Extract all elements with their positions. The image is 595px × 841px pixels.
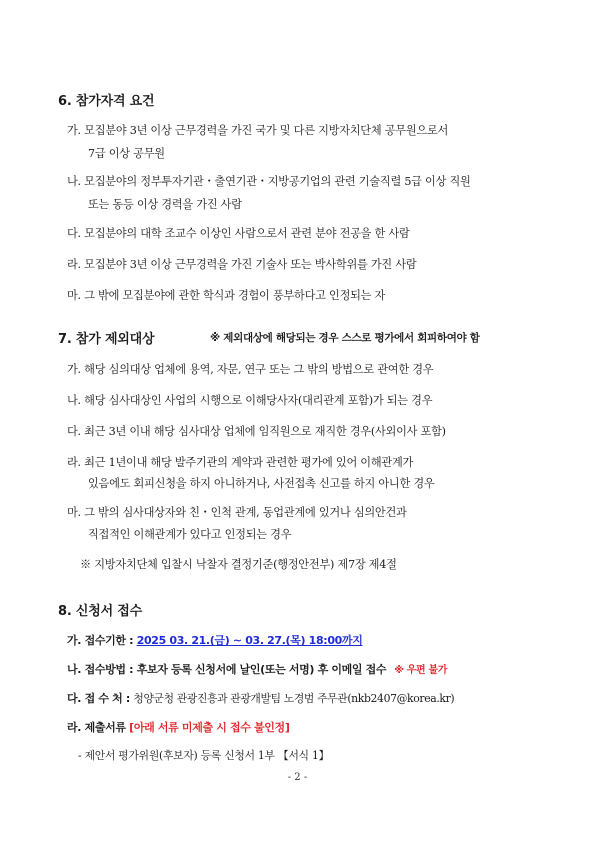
section-7-reference-note: ※ 지방자치단체 입찰시 낙찰자 결정기준(행정안전부) 제7장 제4절 [80, 558, 397, 571]
submission-method-label: 나. 접수방법 : 후보자 등록 신청서에 날인(또는 서명) 후 이메일 접수 [67, 663, 387, 676]
section-6-item-ma: 마. 그 밖에 모집분야에 관한 학식과 경험이 풍부하다고 인정되는 자 [67, 289, 386, 302]
section-6-heading: 6. 참가자격 요건 [58, 94, 155, 109]
required-documents-note: [아래 서류 미제출 시 접수 불인정] [129, 721, 290, 734]
section-7-item-da: 다. 최근 3년 이내 해당 심사대상 업체에 임직원으로 재직한 경우(사외이사 포함) [67, 425, 446, 438]
submission-method-row [67, 661, 447, 677]
submission-period-row [67, 632, 363, 648]
required-document-item: - 제안서 평가위원(후보자) 등록 신청서 1부 【서식 1】 [78, 749, 330, 762]
section-6-item-ga-line1: 가. 모집분야 3년 이상 근무경력을 가진 국가 및 다른 지방자치단체 공무원으로서 [67, 124, 449, 137]
section-7-heading-note: ※ 제외대상에 해당되는 경우 스스로 평가에서 회피하여야 함 [210, 332, 480, 344]
section-6-item-ra: 라. 모집분야 3년 이상 근무경력을 가진 기술사 또는 박사학위를 가진 사람 [67, 258, 417, 271]
section-8-heading: 8. 신청서 접수 [58, 604, 143, 619]
page-number: - 2 - [287, 772, 308, 783]
section-6-item-na-line1: 나. 모집분야의 정부투자기관・출연기관・지방공기업의 관련 기술직렬 5급 이상 직원 [67, 175, 471, 188]
section-6-item-da: 다. 모집분야의 대학 조교수 이상인 사람으로서 관련 분야 전공을 한 사람 [67, 227, 410, 240]
submission-period-value: 2025 03. 21.(금) ~ 03. 27.(목) 18:00까지 [136, 634, 363, 647]
required-documents-row [67, 719, 290, 735]
section-7-item-ra-line1: 라. 최근 1년이내 해당 발주기관의 계약과 관련한 평가에 있어 이해관계가 [67, 456, 414, 469]
submission-place-row [67, 690, 454, 706]
submission-method-note: ※ 우편 불가 [394, 665, 448, 676]
section-6-item-ga-line2: 7급 이상 공무원 [88, 147, 165, 160]
submission-period-label: 가. 접수기한 : [67, 634, 137, 647]
section-7-item-ga: 가. 해당 심의대상 업체에 용역, 자문, 연구 또는 그 밖의 방법으로 관여한 경우 [67, 363, 434, 376]
submission-place-value: 청양군청 관광진흥과 관광개발팀 노경범 주무관(nkb2407@korea.kr) [133, 692, 455, 705]
submission-place-label: 다. 접 수 처 : [67, 692, 134, 705]
section-7-item-ra-line2: 있음에도 회피신청을 하지 아니하거나, 사전접촉 신고를 하지 아니한 경우 [88, 477, 435, 490]
section-7-item-na: 나. 해당 심사대상인 사업의 시행으로 이해당사자(대리관계 포함)가 되는 경우 [67, 394, 433, 407]
required-documents-label: 라. 제출서류 [67, 721, 130, 734]
section-7-item-ma-line1: 마. 그 밖의 심사대상자와 친・인척 관계, 동업관계에 있거나 심의안건과 [67, 506, 407, 519]
section-6-item-na-line2: 또는 동등 이상 경력을 가진 사람 [88, 198, 242, 211]
section-7-heading: 7. 참가 제외대상 [58, 332, 155, 347]
section-7-item-ma-line2: 직접적인 이해관계가 있다고 인정되는 경우 [88, 528, 292, 541]
